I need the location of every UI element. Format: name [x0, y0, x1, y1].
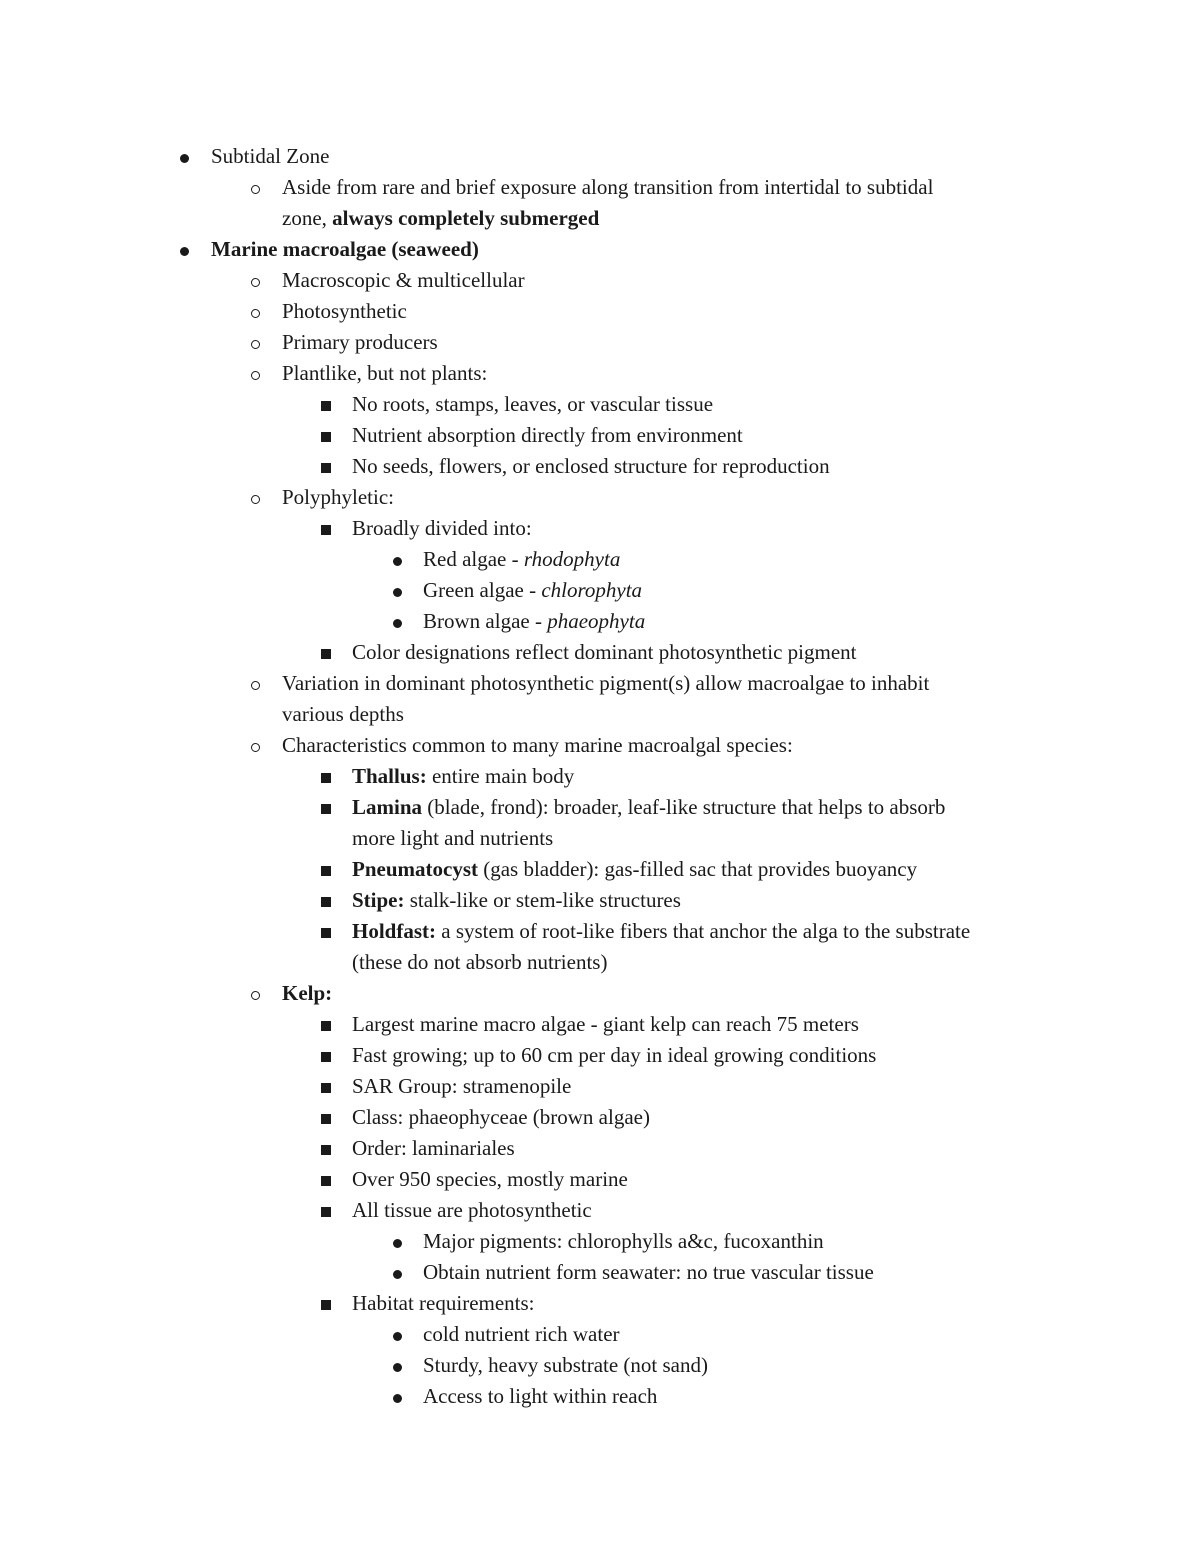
italic-run: chlorophyta	[541, 578, 643, 602]
item-text: Habitat requirements:	[352, 1291, 535, 1315]
list-item	[0, 1102, 1200, 1133]
item-text: Broadly divided into:	[352, 516, 532, 540]
bullet-disc-icon	[174, 234, 194, 265]
item-text: Obtain nutrient form seawater: no true vascular tissue	[423, 1260, 874, 1284]
bullet-square-icon	[316, 637, 336, 668]
bold-run: Thallus:	[352, 764, 427, 788]
item-text: Kelp:	[282, 981, 333, 1005]
item-text: Access to light within reach	[423, 1384, 658, 1408]
bullet-circle-icon	[245, 172, 265, 203]
bullet-disc-icon	[387, 575, 407, 606]
item-text: cold nutrient rich water	[423, 1322, 620, 1346]
list-item	[0, 1164, 1200, 1195]
list-item	[0, 1040, 1200, 1071]
list-item	[0, 1195, 1200, 1226]
list-item	[0, 978, 1200, 1009]
list-item	[0, 1288, 1200, 1319]
item-text: Marine macroalgae (seaweed)	[211, 237, 479, 261]
bullet-circle-icon	[245, 668, 265, 699]
item-text	[352, 916, 970, 947]
bullet-disc-icon	[387, 1319, 407, 1350]
bold-run: Lamina	[352, 795, 423, 819]
item-text	[423, 575, 642, 606]
text-run: a system of root-like fibers that anchor the alga to the substrate	[436, 919, 971, 943]
item-text: Order: laminariales	[352, 1136, 515, 1160]
text-run: Green algae -	[423, 578, 542, 602]
bullet-disc-icon	[174, 141, 194, 172]
item-text: Macroscopic & multicellular	[282, 268, 525, 292]
item-text: Color designations reflect dominant photosynthetic pigment	[352, 640, 857, 664]
list-item-continuation	[0, 947, 1200, 978]
item-text: Primary producers	[282, 330, 438, 354]
item-text	[282, 203, 599, 234]
bullet-square-icon	[316, 761, 336, 792]
list-item	[0, 1009, 1200, 1040]
list-item	[0, 234, 1200, 265]
list-item	[0, 1133, 1200, 1164]
item-text: (these do not absorb nutrients)	[352, 950, 608, 974]
bullet-disc-icon	[387, 1350, 407, 1381]
list-item	[0, 358, 1200, 389]
list-item	[0, 916, 1200, 947]
bullet-square-icon	[316, 1071, 336, 1102]
list-item-continuation	[0, 203, 1200, 234]
bold-run: Holdfast:	[352, 919, 436, 943]
bullet-disc-icon	[387, 606, 407, 637]
list-item	[0, 420, 1200, 451]
bullet-square-icon	[316, 513, 336, 544]
text-run: stalk-like or stem-like structures	[404, 888, 681, 912]
bullet-circle-icon	[245, 358, 265, 389]
list-item	[0, 1350, 1200, 1381]
list-item-continuation	[0, 823, 1200, 854]
list-item	[0, 389, 1200, 420]
list-item-continuation	[0, 699, 1200, 730]
item-text: No seeds, flowers, or enclosed structure for reproduction	[352, 454, 830, 478]
list-item	[0, 1381, 1200, 1412]
list-item	[0, 1071, 1200, 1102]
bold-run: always completely submerged	[332, 206, 600, 230]
list-item	[0, 854, 1200, 885]
list-item	[0, 792, 1200, 823]
item-text: Plantlike, but not plants:	[282, 361, 488, 385]
bold-run: Pneumatocyst	[352, 857, 478, 881]
item-text: more light and nutrients	[352, 826, 554, 850]
bullet-square-icon	[316, 916, 336, 947]
list-item	[0, 637, 1200, 668]
item-text: various depths	[282, 702, 404, 726]
item-text: Nutrient absorption directly from environment	[352, 423, 743, 447]
item-text	[352, 854, 917, 885]
bullet-disc-icon	[387, 1257, 407, 1288]
item-text: Sturdy, heavy substrate (not sand)	[423, 1353, 708, 1377]
bullet-square-icon	[316, 1102, 336, 1133]
item-text: Fast growing; up to 60 cm per day in ideal growing conditions	[352, 1043, 877, 1067]
item-text: Largest marine macro algae - giant kelp can reach 75 meters	[352, 1012, 859, 1036]
bullet-square-icon	[316, 792, 336, 823]
list-item	[0, 606, 1200, 637]
item-text: Aside from rare and brief exposure along transition from intertidal to subtidal	[282, 175, 934, 199]
bullet-square-icon	[316, 1040, 336, 1071]
list-item	[0, 172, 1200, 203]
list-item	[0, 668, 1200, 699]
bullet-square-icon	[316, 1164, 336, 1195]
list-item	[0, 730, 1200, 761]
text-run: zone,	[282, 206, 333, 230]
bold-run: Stipe:	[352, 888, 405, 912]
bullet-square-icon	[316, 1288, 336, 1319]
list-item	[0, 482, 1200, 513]
bullet-circle-icon	[245, 978, 265, 1009]
bullet-circle-icon	[245, 327, 265, 358]
item-text: Polyphyletic:	[282, 485, 394, 509]
bullet-circle-icon	[245, 482, 265, 513]
italic-run: rhodophyta	[523, 547, 621, 571]
list-item	[0, 296, 1200, 327]
item-text	[352, 761, 574, 792]
list-item	[0, 761, 1200, 792]
list-item	[0, 544, 1200, 575]
bullet-square-icon	[316, 885, 336, 916]
list-item	[0, 451, 1200, 482]
item-text: Characteristics common to many marine macroalgal species:	[282, 733, 793, 757]
list-item	[0, 513, 1200, 544]
bullet-circle-icon	[245, 296, 265, 327]
item-text: Class: phaeophyceae (brown algae)	[352, 1105, 650, 1129]
item-text: Over 950 species, mostly marine	[352, 1167, 628, 1191]
list-item	[0, 1319, 1200, 1350]
text-run: (blade, frond): broader, leaf-like structure that helps to absorb	[422, 795, 946, 819]
bullet-disc-icon	[387, 544, 407, 575]
bullet-square-icon	[316, 854, 336, 885]
bullet-square-icon	[316, 1009, 336, 1040]
list-item	[0, 327, 1200, 358]
item-text: No roots, stamps, leaves, or vascular tissue	[352, 392, 714, 416]
list-item	[0, 1257, 1200, 1288]
item-text	[423, 544, 620, 575]
list-item	[0, 141, 1200, 172]
bullet-square-icon	[316, 420, 336, 451]
item-text: Variation in dominant photosynthetic pigment(s) allow macroalgae to inhabit	[282, 671, 930, 695]
bullet-disc-icon	[387, 1381, 407, 1412]
item-text: Subtidal Zone	[211, 144, 330, 168]
notes-page	[0, 141, 1200, 1412]
text-run: entire main body	[426, 764, 575, 788]
bullet-square-icon	[316, 389, 336, 420]
bullet-square-icon	[316, 1195, 336, 1226]
text-run: (gas bladder): gas-filled sac that provides buoyancy	[477, 857, 918, 881]
item-text	[423, 606, 645, 637]
text-run: Red algae -	[423, 547, 524, 571]
list-item	[0, 265, 1200, 296]
italic-run: phaeophyta	[547, 609, 646, 633]
bullet-circle-icon	[245, 730, 265, 761]
list-item	[0, 575, 1200, 606]
bullet-square-icon	[316, 451, 336, 482]
list-item	[0, 885, 1200, 916]
item-text: Photosynthetic	[282, 299, 407, 323]
item-text	[352, 885, 681, 916]
bullet-circle-icon	[245, 265, 265, 296]
text-run: Brown algae -	[423, 609, 548, 633]
item-text: Major pigments: chlorophylls a&c, fucoxanthin	[423, 1229, 824, 1253]
item-text: All tissue are photosynthetic	[352, 1198, 592, 1222]
bullet-disc-icon	[387, 1226, 407, 1257]
list-item	[0, 1226, 1200, 1257]
item-text: SAR Group: stramenopile	[352, 1074, 572, 1098]
item-text	[352, 792, 945, 823]
bullet-square-icon	[316, 1133, 336, 1164]
